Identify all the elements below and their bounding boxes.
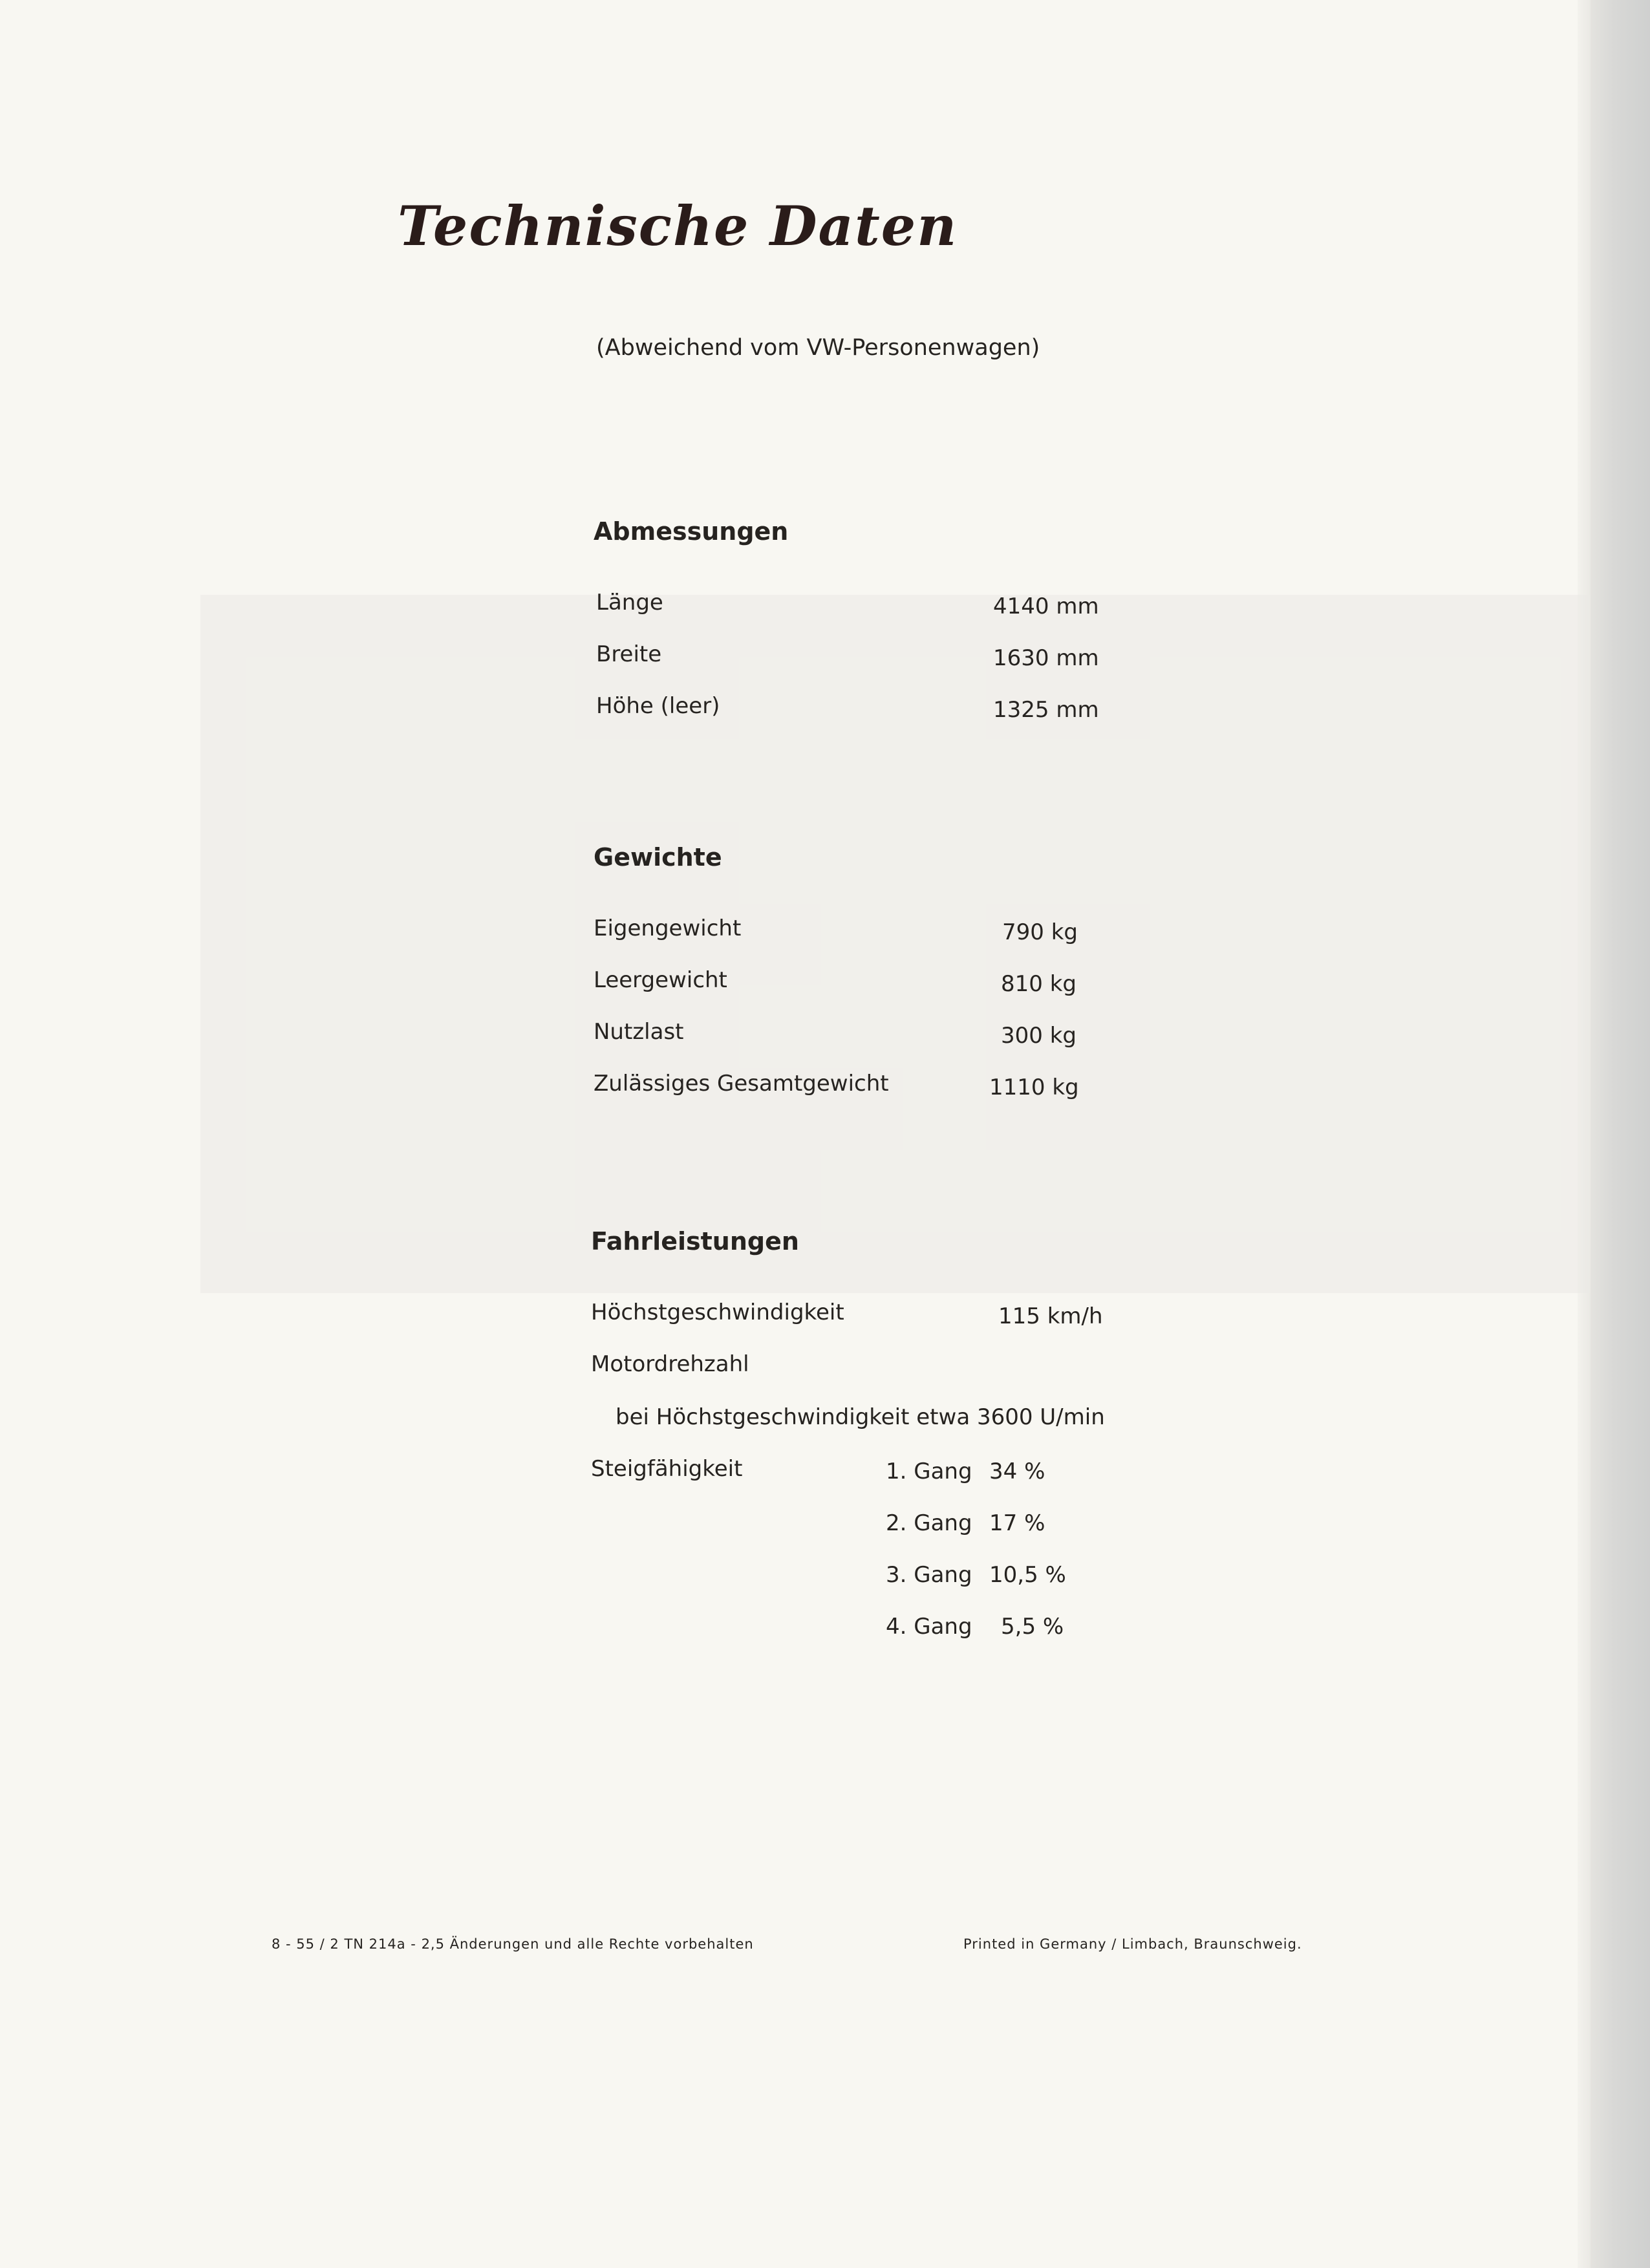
row-value-leergewicht: 810 kg	[1001, 971, 1077, 997]
row-label-motordrehzahl-detail: bei Höchstgeschwindigkeit etwa 3600 U/min	[616, 1404, 1105, 1430]
row-value-breite: 1630 mm	[993, 645, 1099, 671]
row-label-steigfaehigkeit: Steigfähigkeit	[591, 1456, 743, 1482]
row-label-laenge: Länge	[596, 590, 663, 615]
gear-value: 17 %	[989, 1510, 1045, 1536]
section-heading-fahrleistungen: Fahrleistungen	[591, 1227, 799, 1256]
row-label-eigengewicht: Eigengewicht	[594, 915, 742, 941]
row-value-nutzlast: 300 kg	[1001, 1023, 1077, 1049]
row-label-leergewicht: Leergewicht	[594, 967, 727, 993]
section-heading-abmessungen: Abmessungen	[594, 517, 789, 546]
gear-value: 5,5 %	[1001, 1614, 1064, 1640]
footer-printer: Printed in Germany / Limbach, Braunschweig.	[963, 1936, 1302, 1952]
show-through-block	[200, 595, 1591, 1293]
gear-label: 1. Gang	[886, 1459, 972, 1484]
row-label-motordrehzahl: Motordrehzahl	[591, 1351, 749, 1377]
document-subtitle: (Abweichend vom VW-Personenwagen)	[596, 335, 1040, 361]
document-title: Technische Daten	[398, 194, 958, 258]
footer-print-code: 8 - 55 / 2 TN 214a - 2,5 Änderungen und alle Rechte vorbehalten	[272, 1936, 754, 1952]
row-value-eigengewicht: 790 kg	[1002, 919, 1078, 945]
gear-label: 4. Gang	[886, 1614, 972, 1640]
row-value-gesamtgewicht: 1110 kg	[989, 1075, 1079, 1100]
gear-value: 10,5 %	[989, 1562, 1066, 1588]
row-label-hoechstgeschwindigkeit: Höchstgeschwindigkeit	[591, 1300, 844, 1325]
row-label-gesamtgewicht: Zulässiges Gesamtgewicht	[594, 1071, 889, 1097]
row-value-hoehe: 1325 mm	[993, 697, 1099, 723]
row-label-hoehe: Höhe (leer)	[596, 693, 720, 719]
gear-value: 34 %	[989, 1459, 1045, 1484]
row-value-hoechstgeschwindigkeit: 115 km/h	[998, 1303, 1103, 1329]
row-label-breite: Breite	[596, 641, 662, 667]
section-heading-gewichte: Gewichte	[594, 843, 722, 872]
row-label-nutzlast: Nutzlast	[594, 1019, 684, 1045]
row-value-laenge: 4140 mm	[993, 594, 1099, 619]
page-edge-shadow	[1591, 0, 1650, 2268]
gear-label: 2. Gang	[886, 1510, 972, 1536]
gear-label: 3. Gang	[886, 1562, 972, 1588]
